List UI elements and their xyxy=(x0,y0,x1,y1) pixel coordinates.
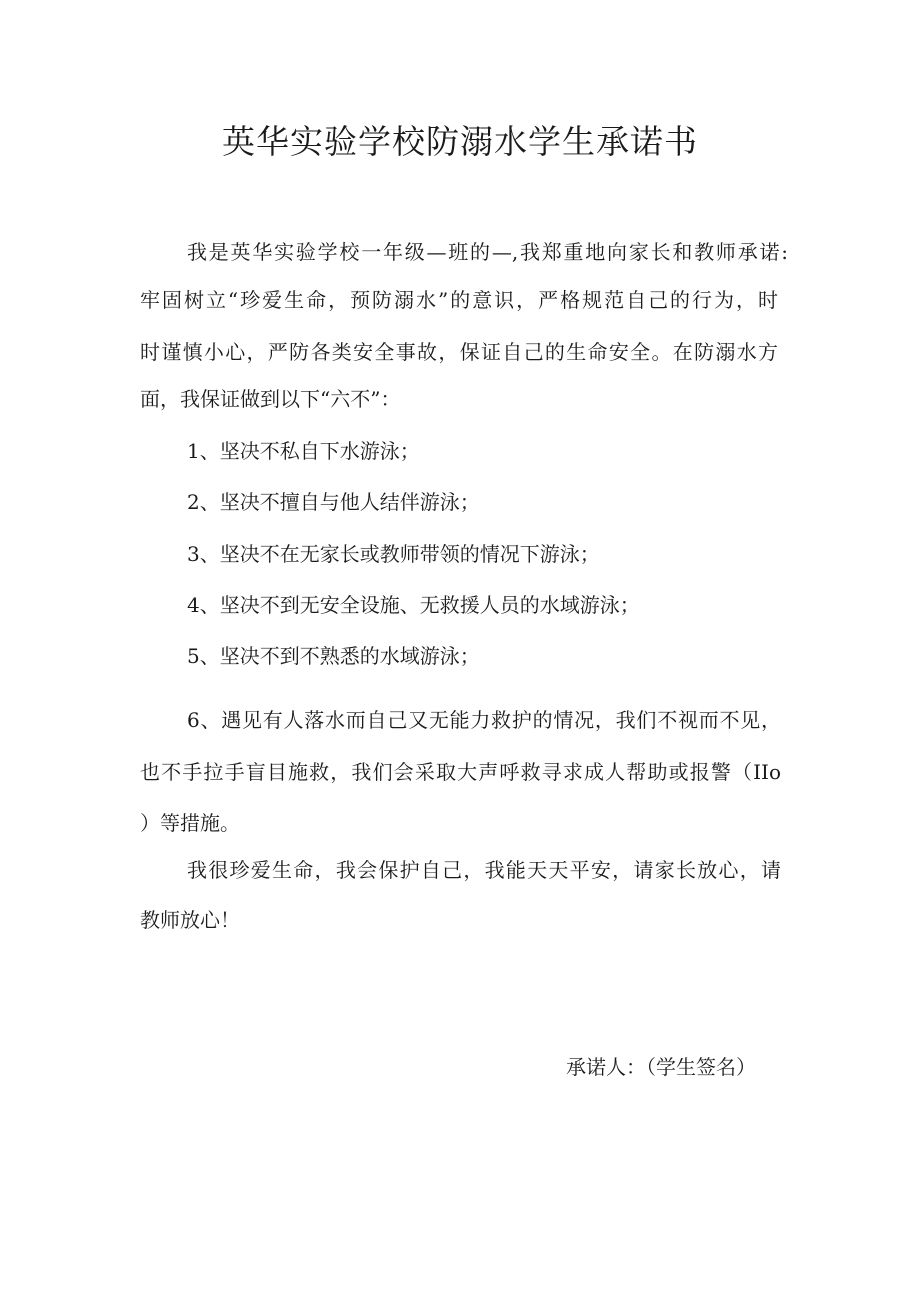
intro-line-1: 我是英华实验学校一年级—班的—,我郑重地向家长和教师承诺: xyxy=(187,240,788,264)
closing-line-1: 我很珍爱生命，我会保护自己，我能天天平安，请家长放心，请 xyxy=(187,858,781,882)
document-title: 英华实验学校防溺水学生承诺书 xyxy=(222,122,698,161)
closing-line-2: 教师放心！ xyxy=(140,908,240,932)
pledge-item-6-line-3: ）等措施。 xyxy=(140,811,240,835)
pledge-item-6-line-1: 6、遇见有人落水而自己又无能力救护的情况，我们不视而不见， xyxy=(187,708,781,732)
pledge-item-6-line-2: 也不手拉手盲目施救，我们会采取大声呼救寻求成人帮助或报警（IIo xyxy=(140,760,781,784)
pledge-item-2: 2、坚决不擅自与他人结伴游泳； xyxy=(187,490,480,514)
pledge-item-3: 3、坚决不在无家长或教师带领的情况下游泳； xyxy=(187,542,600,566)
signature-line: 承诺人：（学生签名） xyxy=(566,1055,756,1079)
pledge-item-4: 4、坚决不到无安全设施、无救援人员的水域游泳； xyxy=(187,593,640,617)
pledge-item-5: 5、坚决不到不熟悉的水域游泳； xyxy=(187,644,480,668)
pledge-item-1: 1、坚决不私自下水游泳； xyxy=(187,439,420,463)
intro-line-4: 面，我保证做到以下“六不”： xyxy=(140,387,401,411)
intro-line-2: 牢固树立“珍爱生命，预防溺水”的意识，严格规范自己的行为，时 xyxy=(140,288,778,312)
intro-line-3: 时谨慎小心，严防各类安全事故，保证自己的生命安全。在防溺水方 xyxy=(140,340,778,364)
